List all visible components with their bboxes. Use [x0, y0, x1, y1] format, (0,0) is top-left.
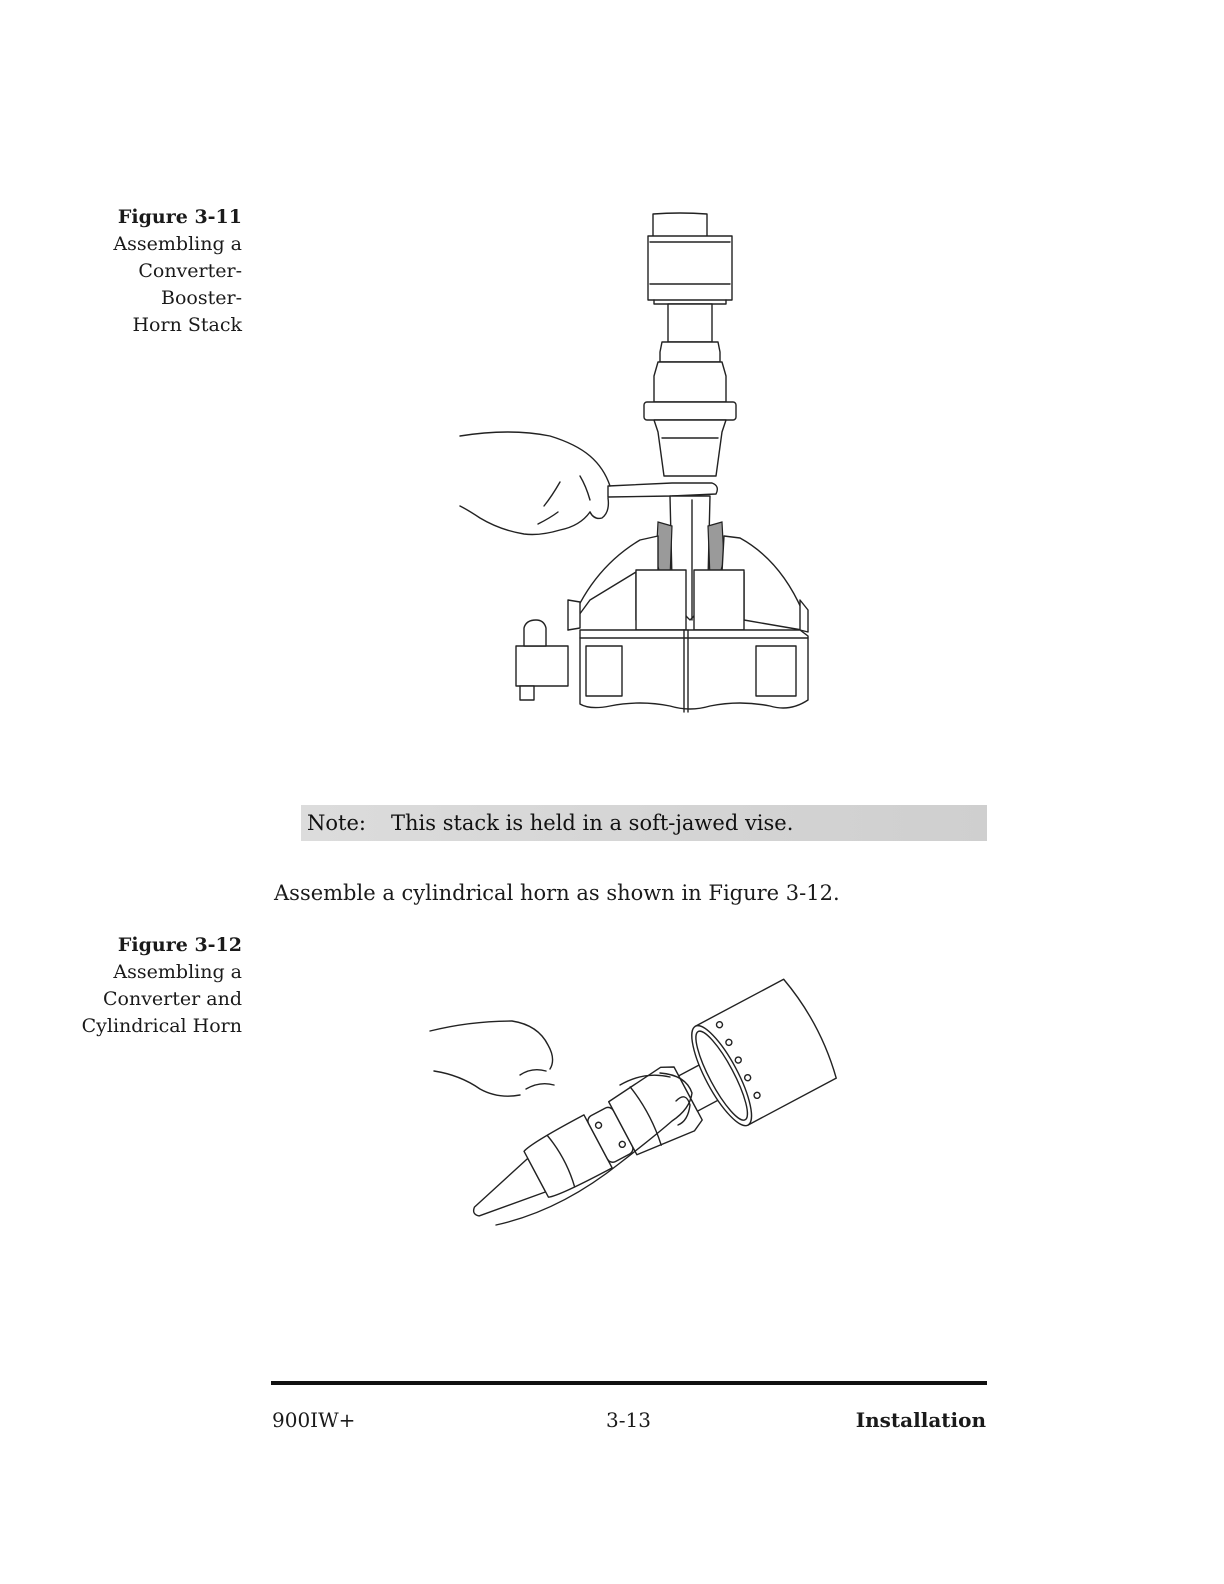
vise-jaw-left — [636, 570, 686, 630]
caption-line: Converter and — [102, 988, 242, 1010]
stack-in-vise-illustration — [440, 200, 840, 740]
vise-screw-housing — [516, 646, 568, 686]
spanner-wrench — [608, 483, 717, 497]
note-box — [301, 805, 987, 841]
hand-outline — [460, 432, 610, 486]
figure-number: Figure 3-12 — [117, 934, 242, 956]
figure-3-12-caption — [42, 932, 242, 1040]
caption-line: Booster- — [161, 287, 242, 309]
caption-line: Horn Stack — [132, 314, 242, 336]
converter-cap — [653, 213, 707, 238]
caption-line: Assembling a — [113, 961, 242, 983]
figure-number: Figure 3-11 — [117, 206, 242, 228]
footer-rule — [271, 1381, 987, 1385]
converter-neck — [668, 304, 712, 342]
footer-section: Installation — [855, 1408, 986, 1432]
figure-3-11-caption — [42, 204, 242, 339]
vise-base — [580, 630, 808, 709]
booster-ring — [644, 402, 736, 420]
booster-lower — [654, 420, 726, 476]
instruction-text: Assemble a cylindrical horn as shown in Figure 3-12. — [274, 881, 840, 905]
caption-line: Assembling a — [113, 233, 242, 255]
footer-model: 900IW+ — [272, 1408, 356, 1432]
note-label: Note: — [307, 811, 366, 835]
caption-line: Converter- — [138, 260, 242, 282]
booster-upper — [660, 342, 720, 362]
booster-body — [654, 362, 726, 402]
converter-body — [648, 236, 732, 300]
caption-line: Cylindrical Horn — [81, 1015, 242, 1037]
footer-page-number: 3-13 — [606, 1408, 651, 1432]
note-text: This stack is held in a soft-jawed vise. — [391, 811, 794, 835]
cylindrical-horn-assembly-illustration — [420, 925, 840, 1245]
left-hand-outline — [430, 1021, 553, 1069]
vise-jaw-right — [694, 570, 744, 630]
